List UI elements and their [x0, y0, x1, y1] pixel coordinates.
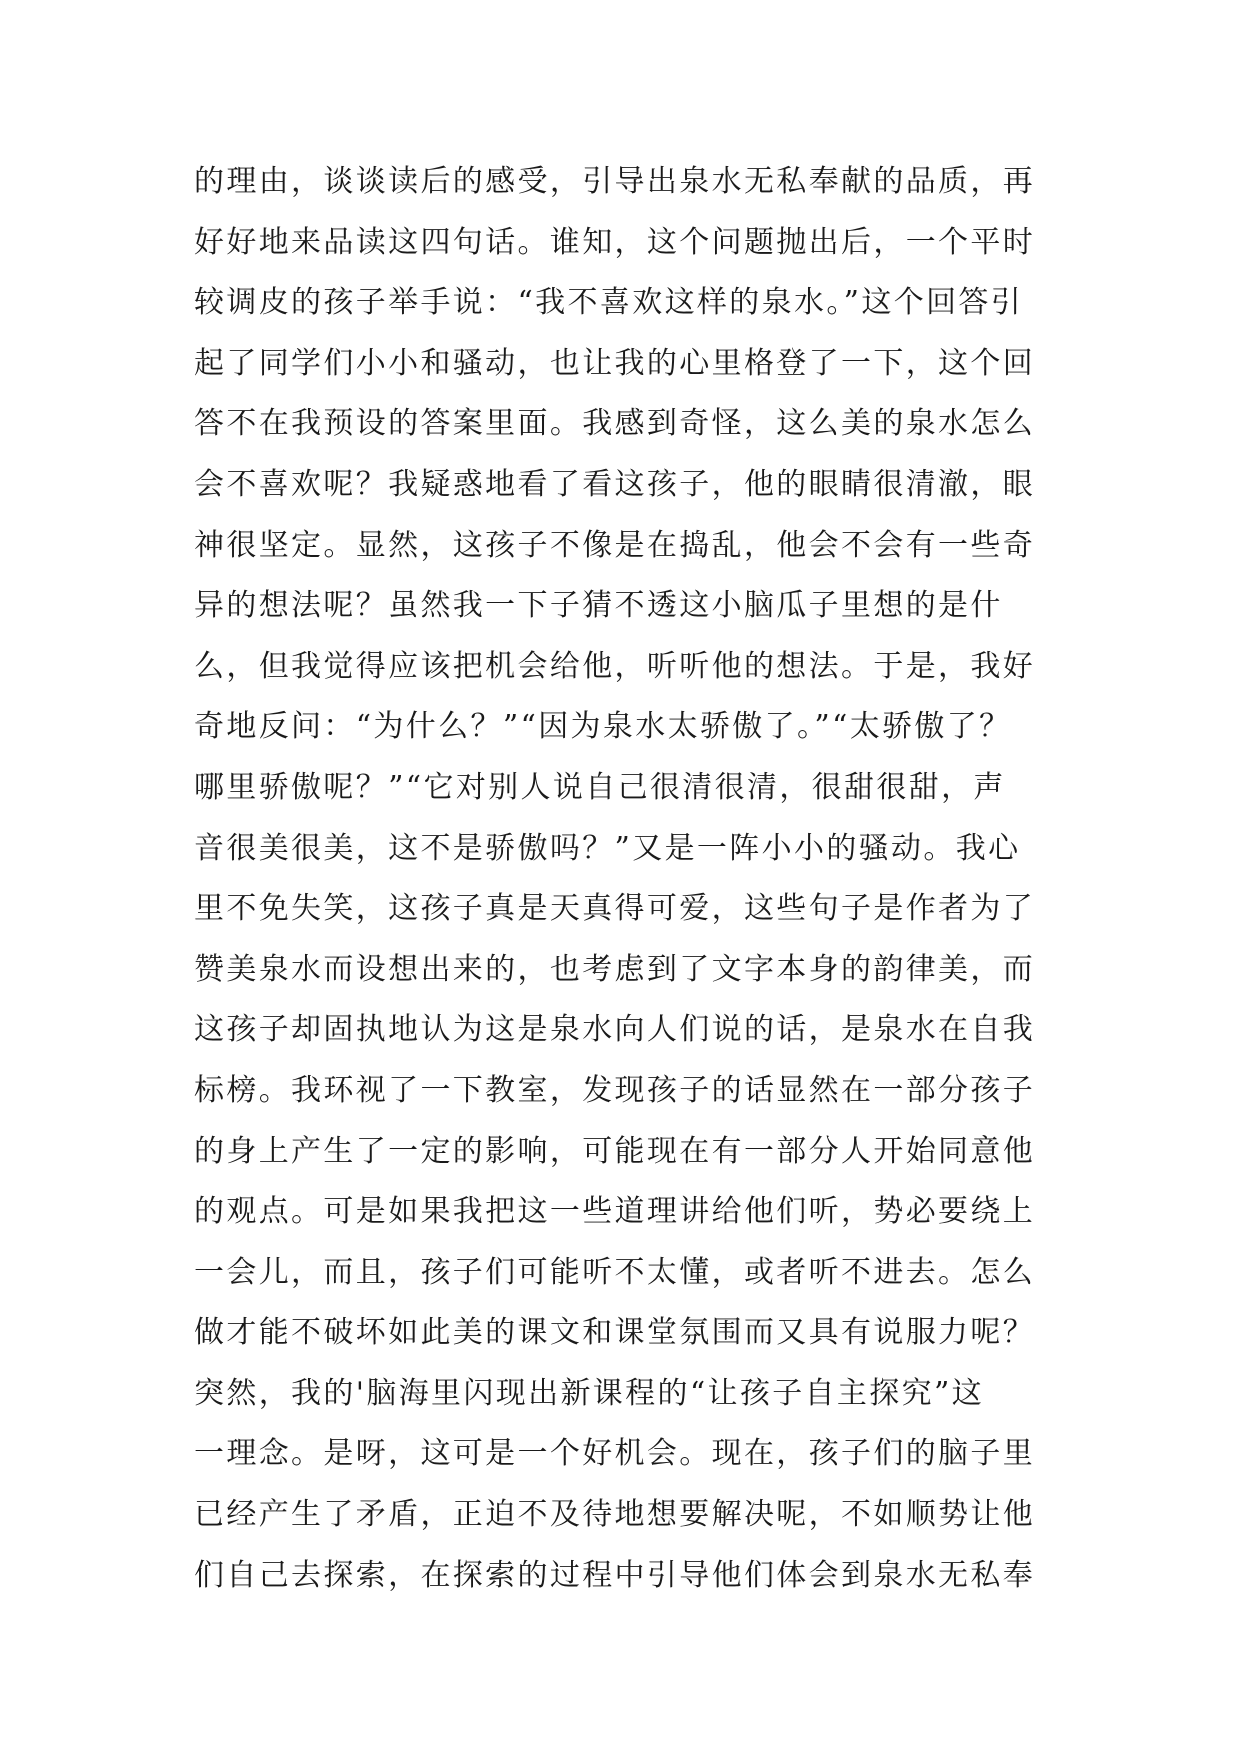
text-line: 会不喜欢呢？我疑惑地看了看这孩子，他的眼睛很清澈，眼: [194, 466, 1036, 502]
body-text: [194, 152, 1074, 1606]
text-line: 音很美很美，这不是骄傲吗？”又是一阵小小的骚动。我心: [194, 830, 1021, 866]
text-line: 较调皮的孩子举手说：“我不喜欢这样的泉水。”这个回答引: [194, 285, 1024, 321]
text-line: 的理由，谈谈读后的感受，引导出泉水无私奉献的品质，再: [194, 164, 1036, 199]
text-line: 赞美泉水而设想出来的，也考虑到了文字本身的韵律美，而: [194, 951, 1036, 987]
text-line: 好好地来品读这四句话。谁知，这个问题抛出后，一个平时: [194, 224, 1036, 260]
text-line: 标榜。我环视了一下教室，发现孩子的话显然在一部分孩子: [194, 1072, 1036, 1108]
text-line: 异的想法呢？虽然我一下子猜不透这小脑瓜子里想的是什: [194, 588, 1003, 624]
text-line: 哪里骄傲呢？”“它对别人说自己很清很清，很甜很甜，声: [194, 769, 1006, 805]
text-line: 里不免失笑，这孩子真是天真得可爱，这些句子是作者为了: [194, 891, 1036, 927]
text-line: 一会儿，而且，孩子们可能听不太懂，或者听不进去。怎么: [194, 1254, 1036, 1290]
text-line: 神很坚定。显然，这孩子不像是在捣乱，他会不会有一些奇: [194, 527, 1036, 563]
text-line: 起了同学们小小和骚动，也让我的心里格登了一下，这个回: [194, 345, 1036, 381]
text-line: 们自己去探索，在探索的过程中引导他们体会到泉水无私奉: [194, 1557, 1036, 1593]
text-line: 么，但我觉得应该把机会给他，听听他的想法。于是，我好: [194, 648, 1036, 684]
text-line: 奇地反问：“为什么？”“因为泉水太骄傲了。”“太骄傲了？: [194, 709, 1012, 745]
text-line: 做才能不破坏如此美的课文和课堂氛围而又具有说服力呢？: [194, 1315, 1036, 1351]
text-line: 这孩子却固执地认为这是泉水向人们说的话，是泉水在自我: [194, 1012, 1036, 1048]
text-line: 一理念。是呀，这可是一个好机会。现在，孩子们的脑子里: [194, 1436, 1036, 1472]
text-line: 的身上产生了一定的影响，可能现在有一部分人开始同意他: [194, 1133, 1036, 1169]
text-line: 已经产生了矛盾，正迫不及待地想要解决呢，不如顺势让他: [194, 1497, 1036, 1533]
text-line: 突然，我的'脑海里闪现出新课程的“让孩子自主探究”这: [194, 1375, 985, 1411]
text-line: 的观点。可是如果我把这一些道理讲给他们听，势必要绕上: [194, 1194, 1036, 1230]
text-line: 答不在我预设的答案里面。我感到奇怪，这么美的泉水怎么: [194, 406, 1036, 442]
